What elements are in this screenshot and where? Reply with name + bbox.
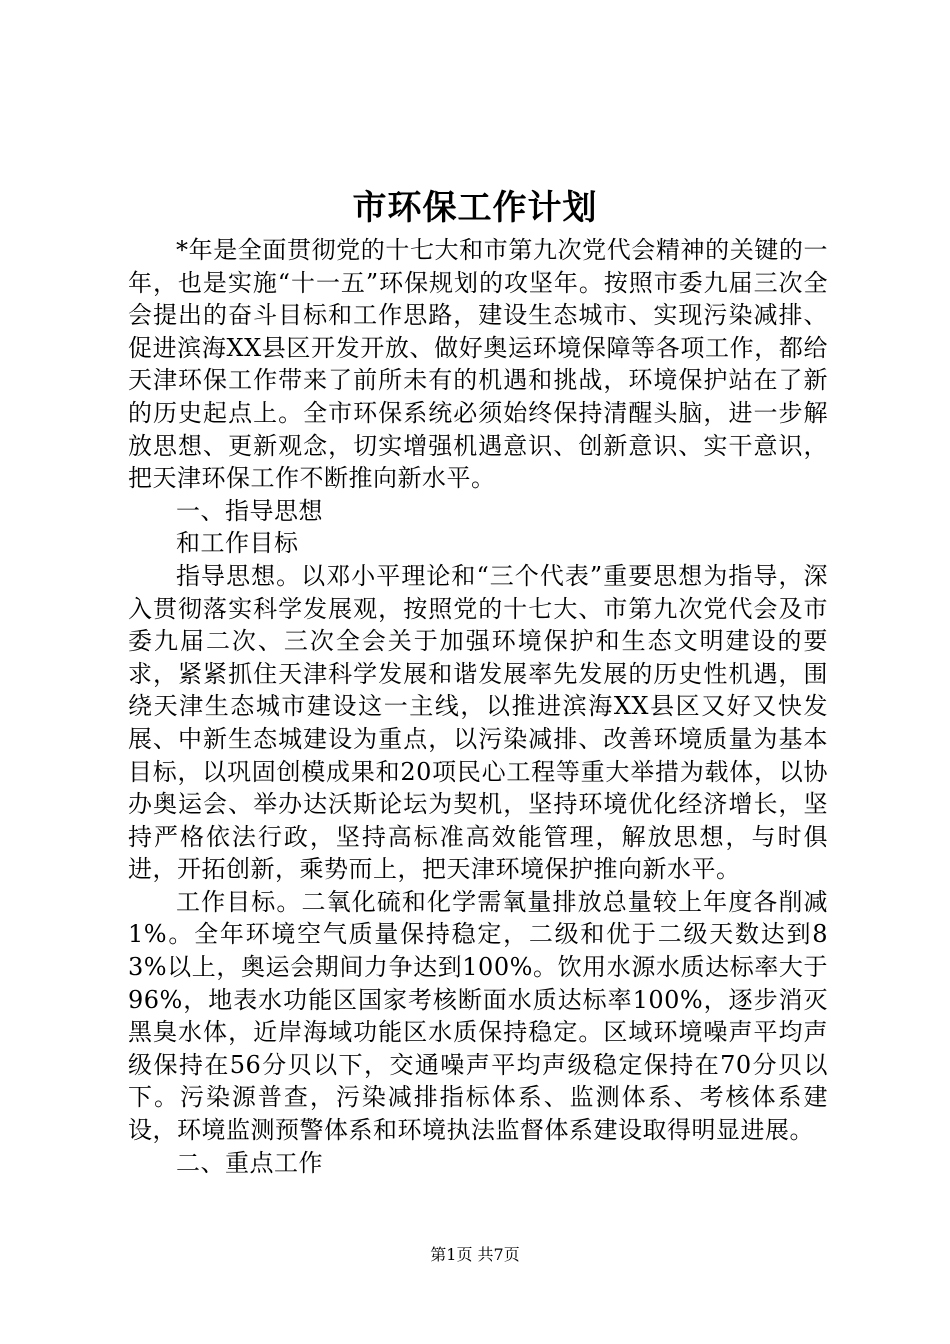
document-title: 市环保工作计划 [352,188,598,228]
work-goals-paragraph: 工作目标。二氧化硫和化学需氧量排放总量较上年度各削减1%。全年环境空气质量保持稳定，二级和优于二级天数达到83%以上，奥运会期间力争达到100%。饮用水源水质达标率大于96%，地表水功能区国家考核断面水质达标率100%，逐步消灭黑臭水体，近岸海域功能区水质保持稳定。区域环境噪声平均声级保持在56分贝以下，交通噪声平均声级稳定保持在70分贝以下。污染源普查，污染减排指标体系、监测体系、考核体系建设，环境监测预警体系和环境执法监督体系建设取得明显进展。 [128,887,828,1145]
intro-paragraph: *年是全面贯彻党的十七大和市第九次党代会精神的关键的一年，也是实施“十一五”环保规划的攻坚年。按照市委九届三次全会提出的奋斗目标和工作思路，建设生态城市、实现污染减排、促进滨海XX县区开发开放、做好奥运环境保障等各项工作，都给天津环保工作带来了前所未有的机遇和挑战，环境保护站在了新的历史起点上。全市环保系统必须始终保持清醒头脑，进一步解放思想、更新观念，切实增强机遇意识、创新意识、实干意识，把天津环保工作不断推向新水平。 [128,236,828,493]
document-body [128,234,828,1179]
guiding-thought-paragraph: 指导思想。以邓小平理论和“三个代表”重要思想为指导，深入贯彻落实科学发展观，按照党的十七大、市第九次党代会及市委九届二次、三次全会关于加强环境保护和生态文明建设的要求，紧紧抓住天津科学发展和谐发展率先发展的历史性机遇，围绕天津生态城市建设这一主线，以推进滨海XX县区又好又快发展、中新生态城建设为重点，以污染减排、改善环境质量为基本目标，以巩固创模成果和20项民心工程等重大举措为载体，以协办奥运会、举办达沃斯论坛为契机，坚持环境优化经济增长，坚持严格依法行政，坚持高标准高效能管理，解放思想，与时俱进，开拓创新，乘势而上，把天津环境保护推向新水平。 [128,561,828,884]
section-heading-continuation: 和工作目标 [176,529,299,558]
page-number-footer: 第1页 共7页 [430,1245,520,1264]
section-heading-key-work: 二、重点工作 [176,1148,323,1177]
section-heading-guiding-thought: 一、指导思想 [176,496,323,525]
